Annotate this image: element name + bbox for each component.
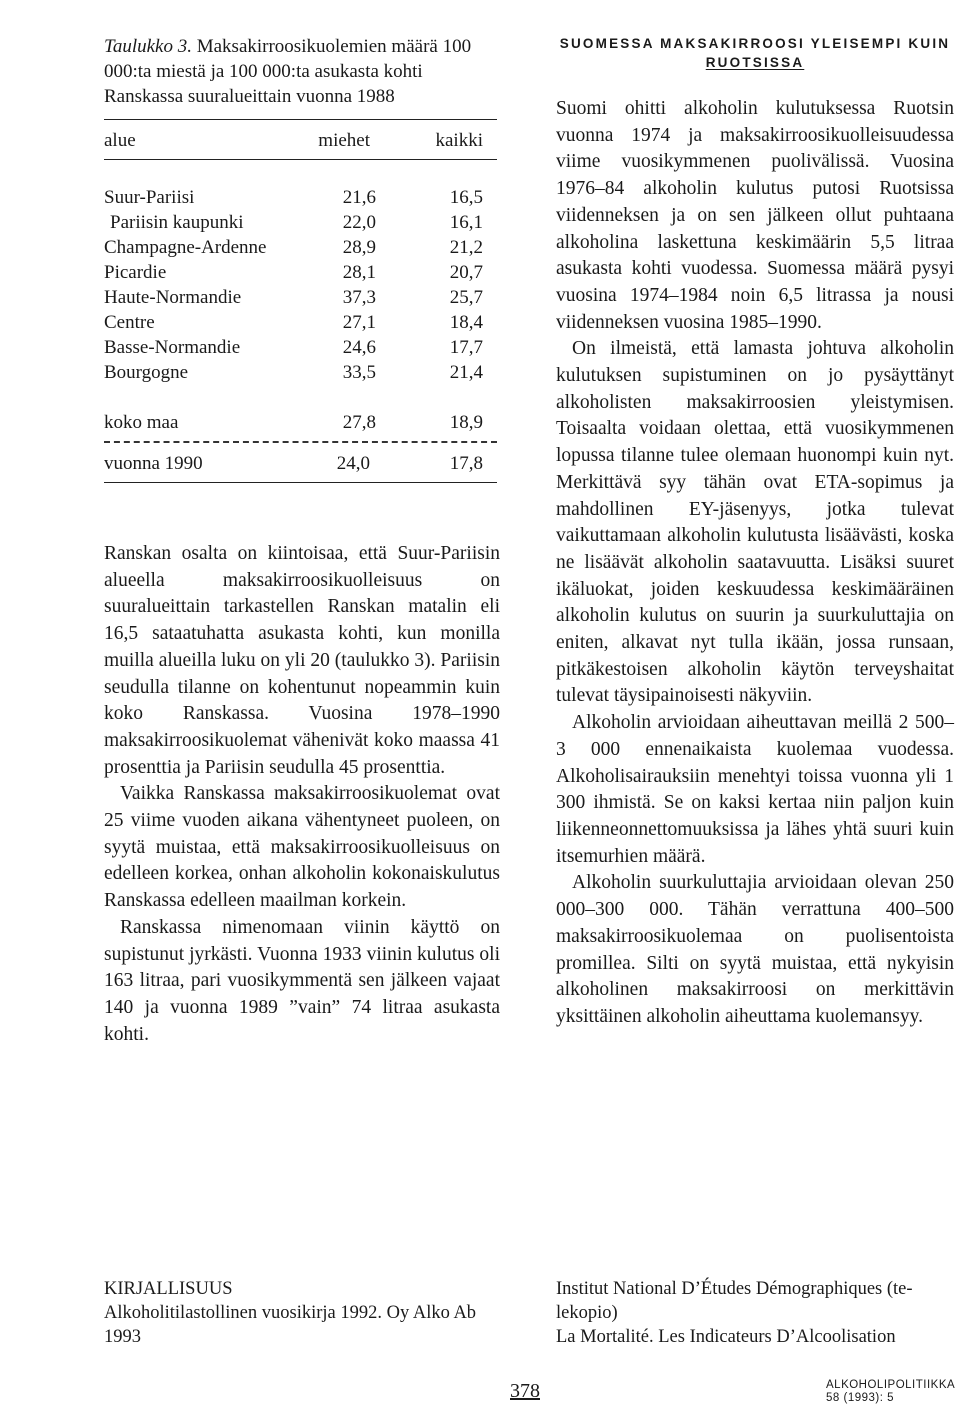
row-region: Pariisin kaupunki (110, 211, 244, 233)
reference-line: La Mortalité. Les Indicateurs D’Alcoolisation (556, 1327, 896, 1347)
section-heading-line1: SUOMESSA MAKSAKIRROOSI YLEISEMPI KUIN (559, 36, 951, 51)
table-row (104, 360, 497, 385)
references-left (104, 1277, 504, 1349)
right-paragraph: Alkoholin arvioidaan aiheuttavan meillä 2 500–3 000 ennenaikaista kuolemaa vuodessa. Alkoholisairauksiin menehtyi toissa vuonna yli 1 300 ihmistä. Se on kaksi kertaa niin paljon kuin liikenneonnettomuuksissa ja lähes yhtä suuri kuin itsemurhien määrä. (556, 712, 954, 867)
journal-info (826, 1379, 955, 1405)
section-heading (556, 34, 954, 72)
table-row (104, 285, 497, 310)
reference-line: lekopio) (556, 1303, 618, 1323)
table-row (104, 210, 497, 235)
row-region: Bourgogne (104, 361, 189, 383)
row-men: 21,6 (342, 186, 376, 208)
row-region: Champagne-Ardenne (104, 236, 267, 258)
left-paragraph: Ranskan osalta on kiintoisaa, että Suur-Pariisin alueella maksakirroosikuolleisuus on suuralueittain tarkastellen Ranskan matalin eli 16,5 sataatuhatta asukasta kohti, kun monilla muilla alueilla luku on yli 20 (taulukko 3). Pariisin seudulla tilanne on kohentunut nopeammin kuin koko Ranskassa. Vuosina 1978–1990 maksakirroosikuolemat vähenivät koko maassa 41 prosenttia ja Pariisin seudulla 45 prosenttia. (104, 543, 500, 778)
row-all: 20,7 (449, 261, 483, 283)
table-caption (104, 34, 500, 109)
left-body-text (104, 541, 500, 1048)
row-men: 37,3 (342, 286, 376, 308)
row-region: Haute-Normandie (104, 286, 242, 308)
table-total-row (104, 410, 497, 435)
table-1990-row (104, 451, 497, 476)
total-all: 18,9 (449, 411, 483, 433)
references-heading: KIRJALLISUUS (104, 1279, 233, 1299)
table-row (104, 335, 497, 360)
header-region: alue (104, 129, 136, 151)
total-men: 27,8 (342, 411, 376, 433)
row-men: 28,1 (342, 261, 376, 283)
row-men: 27,1 (342, 311, 376, 333)
table-caption-lead: Taulukko 3. (104, 36, 192, 57)
table-row (104, 260, 497, 285)
row-all: 16,5 (449, 186, 483, 208)
reference-line: 1993 (104, 1327, 141, 1347)
row-men: 33,5 (342, 361, 376, 383)
year-1990-region: vuonna 1990 (104, 452, 203, 474)
table-bottom-rule (104, 482, 497, 483)
mortality-table-1990 (104, 443, 497, 476)
left-paragraph: Ranskassa nimenomaan viinin käyttö on supistunut jyrkästi. Vuonna 1933 viinin kulutus oli 163 litraa, pari vuosikymmentä sen jälkeen vajaat 140 ja vuonna 1989 ”vain” 74 litraa asukasta kohti. (104, 916, 500, 1045)
total-region: koko maa (104, 411, 179, 433)
row-all: 17,7 (449, 336, 483, 358)
right-column (556, 34, 954, 1031)
row-region: Picardie (104, 261, 167, 283)
right-paragraph: On ilmeistä, että lamasta johtuva alkoholin kulutuksen supistuminen on jo pysäyttänyt alkoholisten maksakirroosien yleistymisen. Toisaalta voidaan olettaa, että vuosikymmenen lopussa tilanne tulee olemaan huonompi kuin nyt. Merkittävä syy tähän ovat ETA-sopimus ja mahdollinen EY-jäsenyys, jotka tulevat vaikuttamaan alkoholin kulutusta lisäävästi, koska ne lisäävät alkoholin saatavuutta. Lisäksi suuret ikäluokat, joiden keskuudessa keskimääräinen alkoholin kulutus on suurin ja suurkuluttajia on eniten, alkavat nyt tulla ikään, jossa runsaan, pitkäkestoisen alkoholin käytön terveyshaitat tulevat täysipainoisesti näkyviin. (556, 338, 954, 707)
references-right (556, 1277, 956, 1349)
left-paragraph: Vaikka Ranskassa maksakirroosikuolemat ovat 25 viime vuoden aikana vähentyneet puoleen, on syytä muistaa, että maksakirroosikuolleisuus on edelleen korkea, onhan alkoholin kokonaiskulutus Ranskassa edelleen maailman korkein. (104, 783, 500, 912)
year-1990-all: 17,8 (449, 452, 483, 474)
row-men: 24,6 (342, 336, 376, 358)
row-all: 25,7 (449, 286, 483, 308)
right-paragraph: Alkoholin suurkuluttajia arvioidaan olevan 250 000–300 000. Tähän verrattuna 400–500 maksakirroosikuolemaa on puolisentoista promillea. Silti on syytä muistaa, että nykyisin alkoholinen maksakirroosi on merkittävin yksittäinen alkoholin aiheuttama kuolemansyy. (556, 872, 954, 1027)
left-column (104, 34, 500, 1048)
reference-line: Institut National D’Études Démographiques (te- (556, 1279, 913, 1299)
table-caption-text: Maksakirroosikuolemien määrä 100 000:ta miestä ja 100 000:ta asukasta kohti Ranskassa suuralueittain vuonna 1988 (104, 36, 472, 107)
mortality-table (104, 120, 497, 153)
page-number: 378 (510, 1380, 540, 1402)
row-all: 16,1 (449, 211, 483, 233)
table-row (104, 235, 497, 260)
right-paragraph: Suomi ohitti alkoholin kulutuksessa Ruotsin vuonna 1974 ja maksakirroosikuolleisuudessa viime vuosikymmenen puolivälissä. Vuosina 1976–84 alkoholin kulutus putosi Ruotsissa viidenneksen ja on sen jälkeen ollut puhtaana alkoholina laskettuna keskimäärin 5,5 litraa asukasta kohti vuodessa. Suomessa määrä pysyi vuosina 1974–1984 noin 6,5 litrassa ja nousi viidenneksen vuosina 1985–1990. (556, 98, 954, 333)
reference-line: Alkoholitilastollinen vuosikirja 1992. Oy Alko Ab (104, 1303, 477, 1323)
table-row (104, 185, 497, 210)
row-region: Suur-Pariisi (104, 186, 195, 208)
row-all: 21,2 (449, 236, 483, 258)
row-men: 22,0 (342, 211, 376, 233)
row-all: 21,4 (449, 361, 483, 383)
right-body-text (556, 96, 954, 1031)
row-all: 18,4 (449, 311, 483, 333)
mortality-table-body (104, 160, 497, 435)
year-1990-men: 24,0 (336, 452, 370, 474)
section-heading-line2: RUOTSISSA (705, 55, 805, 70)
row-region: Basse-Normandie (104, 336, 241, 358)
row-region: Centre (104, 311, 155, 333)
header-all: kaikki (435, 129, 483, 151)
table-header-row (104, 120, 497, 153)
header-men: miehet (318, 129, 370, 151)
journal-issue: 58 (1993): 5 (826, 1392, 895, 1404)
row-men: 28,9 (342, 236, 376, 258)
journal-name: ALKOHOLIPOLITIIKKA (826, 1379, 956, 1391)
table-row (104, 310, 497, 335)
